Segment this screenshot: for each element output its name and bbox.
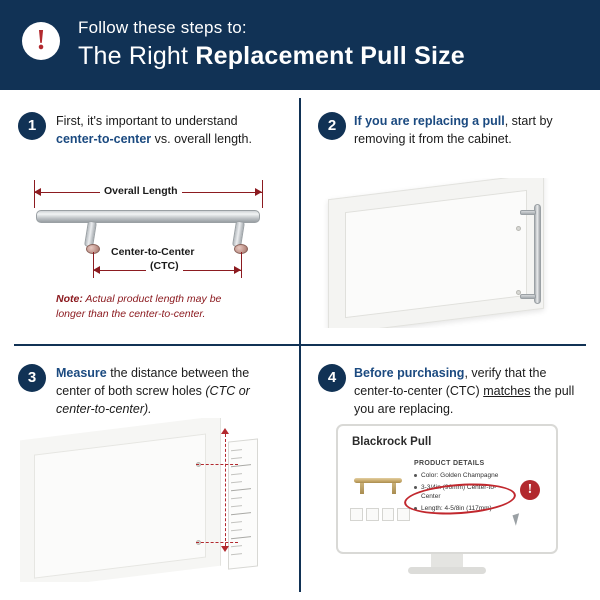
step-4-mid: , verify that the center-to-center (CTC)	[354, 366, 547, 398]
ruler-tick	[231, 553, 242, 555]
page-title-bold: Replacement Pull Size	[195, 42, 465, 70]
step-1-tail: vs. overall length.	[151, 132, 252, 146]
header	[0, 0, 600, 90]
step-1-lead: First, it's important to understand	[56, 114, 238, 128]
step-3-mid: the distance between the center of both screw holes	[56, 366, 250, 398]
measuring-ruler	[228, 438, 258, 569]
cabinet-door-front-panel	[34, 434, 206, 579]
measure-arrow-up	[221, 428, 229, 434]
product-thumbnail[interactable]	[366, 508, 379, 521]
cabinet-door-front	[20, 418, 221, 582]
product-pull-post-left	[360, 483, 364, 494]
screw-hole-top	[516, 226, 521, 231]
step-4-underline: matches	[483, 384, 531, 398]
step-3-number: 3	[18, 364, 46, 392]
step-4-bold: Before purchasing	[354, 366, 465, 380]
step-1-text	[56, 112, 282, 148]
ruler-tick	[231, 521, 242, 523]
product-thumbnail[interactable]	[382, 508, 395, 521]
product-pull-post-right	[392, 483, 396, 494]
ruler-tick	[231, 529, 242, 531]
ruler-tick	[231, 505, 242, 507]
ctc-arrow-left	[93, 266, 100, 274]
product-thumbnails[interactable]	[350, 508, 410, 521]
measure-arrow-down	[221, 546, 229, 552]
measure-guide-top	[196, 464, 238, 465]
horizontal-divider	[14, 344, 586, 346]
step-4-number: 4	[318, 364, 346, 392]
alert-exclamation-icon: !	[520, 480, 540, 500]
product-title: Blackrock Pull	[352, 436, 432, 448]
ruler-tick	[231, 481, 242, 483]
step-3-bold: Measure	[56, 366, 107, 380]
overall-length-label: Overall Length	[100, 185, 182, 197]
cabinet-pull-post-bottom	[520, 294, 536, 299]
step-1-note-line1: Actual product length may be	[82, 293, 222, 305]
ruler-tick	[231, 497, 242, 499]
header-kicker: Follow these steps to:	[78, 18, 247, 37]
step-3-text	[56, 364, 284, 418]
step-4-tail: the pull you are replacing.	[354, 384, 575, 416]
step-1-number: 1	[18, 112, 46, 140]
measure-dimension-line	[225, 434, 226, 546]
product-detail-item: 3-3/4in (96mm) Center-to-Center	[414, 483, 506, 501]
ctc-tick-right	[241, 252, 242, 278]
cabinet-door-inner-panel	[345, 190, 527, 318]
ctc-arrow-right	[234, 266, 241, 274]
step-4-text	[354, 364, 580, 418]
cabinet-pull	[534, 204, 541, 304]
step-4-illustration	[336, 424, 576, 584]
product-image	[350, 466, 406, 500]
step-1-note	[56, 292, 221, 322]
step-1-diagram	[24, 168, 280, 328]
step-2-illustration	[320, 178, 570, 328]
step-3-illustration	[20, 418, 282, 582]
step-2-number: 2	[318, 112, 346, 140]
step-2-text	[354, 112, 564, 148]
page-title-light: The Right	[78, 42, 196, 70]
overall-arrow-right	[255, 188, 262, 196]
ruler-tick-long	[231, 512, 251, 515]
monitor-stand	[431, 554, 463, 568]
measure-guide-bottom	[196, 542, 238, 543]
pull-bar	[36, 210, 260, 223]
step-1-note-prefix: Note:	[56, 293, 83, 305]
cabinet-door	[328, 178, 544, 328]
step-2-bold: If you are replacing a pull	[354, 114, 505, 128]
ruler-tick	[231, 449, 242, 451]
ruler-tick-long	[231, 536, 251, 539]
ruler-tick	[231, 473, 242, 475]
monitor-screen	[336, 424, 558, 554]
ruler-tick-long	[231, 488, 251, 491]
overall-arrow-left	[34, 188, 41, 196]
ctc-label-line2: (CTC)	[146, 260, 183, 272]
ctc-label-line1: Center-to-Center	[107, 246, 198, 258]
ruler-tick	[231, 457, 242, 459]
exclamation-mark-icon: !	[22, 22, 60, 60]
product-details-heading: PRODUCT DETAILS	[414, 460, 485, 467]
page-title	[78, 42, 465, 71]
ctc-tick-left	[93, 252, 94, 278]
overall-tick-right	[262, 180, 263, 208]
ruler-tick	[231, 545, 242, 547]
step-1-bold: center-to-center	[56, 132, 152, 146]
product-detail-item: Color: Golden Champagne	[414, 471, 506, 480]
product-thumbnail[interactable]	[397, 508, 410, 521]
product-detail-item: Length: 4-5/8in (117mm)	[414, 504, 506, 513]
product-thumbnail[interactable]	[350, 508, 363, 521]
step-1-note-line2: longer than the center-to-center.	[56, 308, 206, 320]
cabinet-pull-post-top	[520, 210, 536, 215]
monitor-base	[408, 567, 486, 574]
step-2-tail: , start by removing it from the cabinet.	[354, 114, 553, 146]
step-3-italic: (CTC or center-to-center).	[56, 384, 250, 416]
